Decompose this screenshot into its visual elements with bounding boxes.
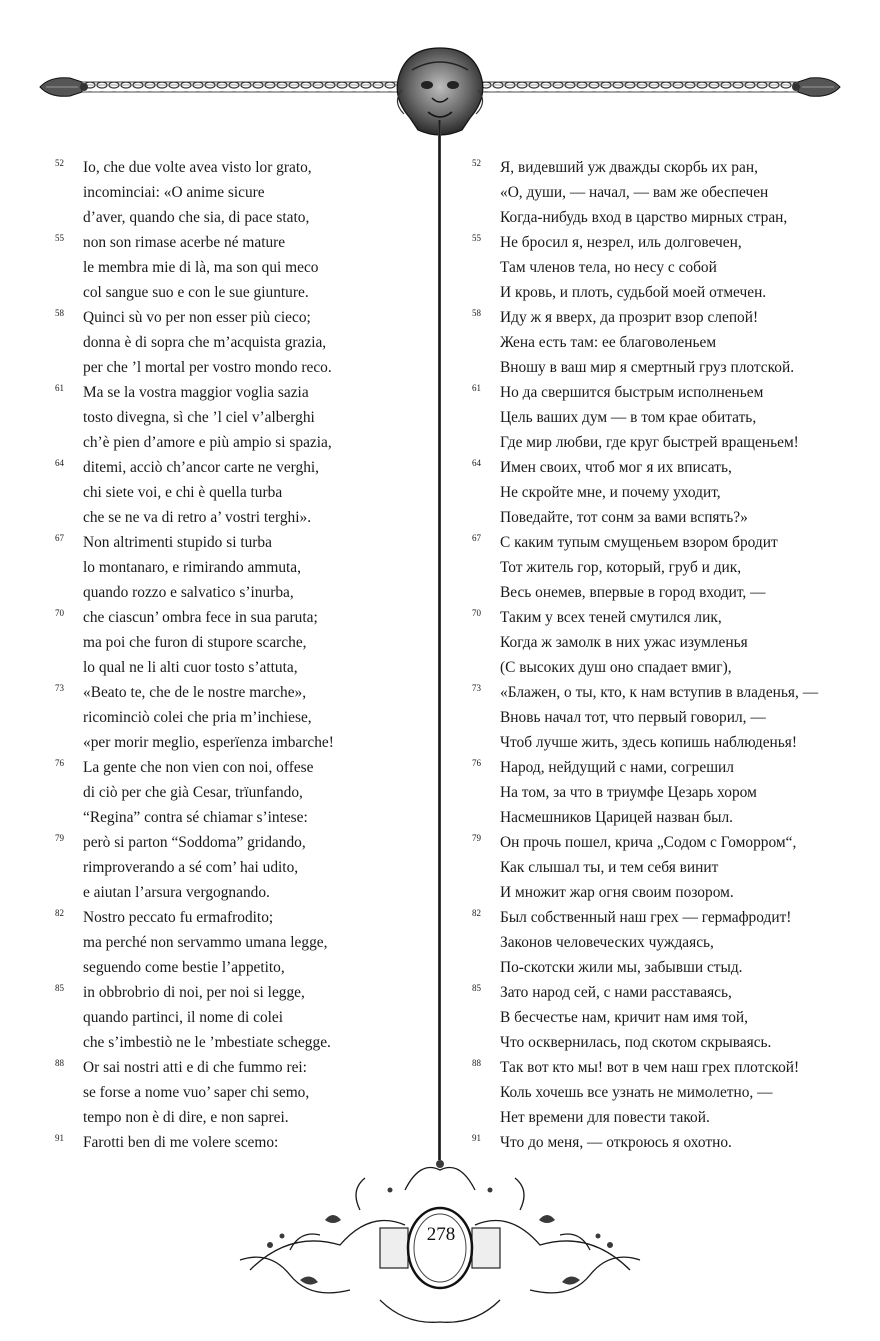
verse-line xyxy=(472,330,867,355)
verse-text: Не скройте мне, и почему уходит, xyxy=(500,484,721,501)
verse-line xyxy=(472,555,867,580)
verse-number: 82 xyxy=(55,908,64,918)
verse-line xyxy=(55,680,425,705)
verse-text: La gente che non vien con noi, offese xyxy=(83,759,314,776)
verse-line xyxy=(55,1005,425,1030)
verse-text: Так вот кто мы! вот в чем наш грех плотской! xyxy=(500,1059,800,1076)
verse-line xyxy=(55,980,425,1005)
verse-line xyxy=(55,730,425,755)
verse-text: non son rimase acerbe né mature xyxy=(83,234,286,251)
verse-text: Нет времени для повести такой. xyxy=(500,1109,710,1126)
verse-number: 88 xyxy=(472,1058,481,1068)
verse-number: 61 xyxy=(472,383,481,393)
verse-line xyxy=(55,1055,425,1080)
verse-text: Весь онемев, впервые в город входит, — xyxy=(500,584,766,601)
verse-line xyxy=(472,830,867,855)
verse-text: В бесчестье нам, кричит нам имя той, xyxy=(500,1009,749,1026)
tercet xyxy=(472,455,867,530)
verse-line xyxy=(55,580,425,605)
verse-line xyxy=(472,1030,867,1055)
verse-line xyxy=(55,805,425,830)
verse-line xyxy=(472,605,867,630)
verse-text: Вновь начал тот, что первый говорил, — xyxy=(500,709,766,726)
tercet xyxy=(55,755,425,830)
page-number: 278 xyxy=(426,1224,456,1245)
verse-number: 70 xyxy=(55,608,64,618)
verse-text: lo qual ne li alti cuor tosto s’attuta, xyxy=(83,659,298,676)
tercet xyxy=(472,305,867,380)
verse-text: ma poi che furon di stupore scarche, xyxy=(83,634,307,651)
tercet xyxy=(55,830,425,905)
verse-text: le membra mie di là, ma son qui meco xyxy=(83,259,319,276)
tercet xyxy=(55,305,425,380)
verse-text: Жена есть там: ее благоволеньем xyxy=(500,334,717,351)
russian-column xyxy=(472,155,867,1155)
verse-number: 58 xyxy=(55,308,64,318)
verse-text: chi siete voi, e chi è quella turba xyxy=(83,484,283,501)
verse-number: 76 xyxy=(472,758,481,768)
verse-line xyxy=(55,255,425,280)
verse-line xyxy=(55,905,425,930)
verse-text: «per morir meglio, esperïenza imbarche! xyxy=(83,734,334,751)
verse-line xyxy=(472,530,867,555)
verse-text: «Beato te, che de le nostre marche», xyxy=(83,684,307,701)
tercet xyxy=(55,905,425,980)
verse-line xyxy=(472,430,867,455)
verse-line xyxy=(472,505,867,530)
verse-text: Farotti ben di me volere scemo: xyxy=(83,1134,279,1151)
verse-line xyxy=(55,155,425,180)
tercet xyxy=(55,380,425,455)
verse-line xyxy=(55,955,425,980)
verse-number: 79 xyxy=(472,833,481,843)
verse-text: ricominciò colei che pria m’inchiese, xyxy=(83,709,312,726)
verse-number: 61 xyxy=(55,383,64,393)
verse-line xyxy=(472,180,867,205)
verse-line xyxy=(472,1080,867,1105)
verse-text: «О, души, — начал, — вам же обеспечен xyxy=(500,184,769,201)
verse-line xyxy=(472,380,867,405)
tercet xyxy=(55,980,425,1055)
verse-line xyxy=(55,630,425,655)
verse-line xyxy=(55,480,425,505)
verse-text: Где мир любви, где круг быстрей вращеньем! xyxy=(500,434,799,451)
verse-line xyxy=(55,705,425,730)
verse-text: Quinci sù vo per non esser più cieco; xyxy=(83,309,311,326)
verse-line xyxy=(55,605,425,630)
verse-line xyxy=(55,655,425,680)
verse-text: tosto divegna, sì che ’l ciel v’alberghi xyxy=(83,409,315,426)
center-divider xyxy=(438,120,441,1160)
verse-number: 73 xyxy=(472,683,481,693)
verse-text: Or sai nostri atti e di che fummo rei: xyxy=(83,1059,307,1076)
verse-number: 58 xyxy=(472,308,481,318)
verse-number: 82 xyxy=(472,908,481,918)
verse-text: Цель ваших дум — в том крае обитать, xyxy=(500,409,757,426)
verse-text: Насмешников Царицей назван был. xyxy=(500,809,734,826)
verse-line xyxy=(55,855,425,880)
verse-text: Я, видевший уж дважды скорбь их ран, xyxy=(500,159,758,176)
verse-text: И множит жар огня своим позором. xyxy=(500,884,734,901)
verse-line xyxy=(472,755,867,780)
verse-number: 52 xyxy=(472,158,481,168)
verse-text: quando partinci, il nome di colei xyxy=(83,1009,284,1026)
verse-line xyxy=(472,480,867,505)
verse-number: 52 xyxy=(55,158,64,168)
verse-line xyxy=(472,305,867,330)
verse-line xyxy=(472,455,867,480)
verse-line xyxy=(472,155,867,180)
verse-line xyxy=(55,305,425,330)
tercet xyxy=(472,680,867,755)
verse-line xyxy=(55,330,425,355)
verse-line xyxy=(55,505,425,530)
verse-line xyxy=(472,855,867,880)
verse-number: 88 xyxy=(55,1058,64,1068)
verse-line xyxy=(472,730,867,755)
verse-number: 55 xyxy=(472,233,481,243)
tercet xyxy=(472,380,867,455)
verse-text: Ma se la vostra maggior voglia sazia xyxy=(83,384,309,401)
verse-number: 55 xyxy=(55,233,64,243)
verse-text: Там членов тела, но несу с собой xyxy=(500,259,717,276)
verse-text: Чтоб лучше жить, здесь копишь наблюденья! xyxy=(500,734,798,751)
verse-text: di ciò per che già Cesar, trïunfando, xyxy=(83,784,303,801)
verse-line xyxy=(55,930,425,955)
verse-text: С каким тупым смущеньем взором бродит xyxy=(500,534,778,551)
verse-line xyxy=(55,880,425,905)
verse-number: 67 xyxy=(55,533,64,543)
verse-number: 91 xyxy=(472,1133,481,1143)
verse-text: Народ, нейдущий с нами, согрешил xyxy=(500,759,734,776)
verse-text: col sangue suo e con le sue giunture. xyxy=(83,284,309,301)
verse-line xyxy=(472,705,867,730)
verse-text: però si parton “Soddoma” gridando, xyxy=(83,834,306,851)
verse-line xyxy=(55,380,425,405)
verse-text: Тот житель гор, который, груб и дик, xyxy=(500,559,742,576)
tercet xyxy=(472,830,867,905)
verse-line xyxy=(55,555,425,580)
verse-line xyxy=(472,630,867,655)
verse-text: che ciascun’ ombra fece in sua paruta; xyxy=(83,609,318,626)
verse-text: incominciai: «O anime sicure xyxy=(83,184,265,201)
verse-line xyxy=(472,230,867,255)
verse-text: Io, che due volte avea visto lor grato, xyxy=(83,159,312,176)
tercet xyxy=(472,155,867,230)
tercet xyxy=(472,755,867,830)
verse-line xyxy=(472,405,867,430)
tercet xyxy=(55,155,425,230)
verse-line xyxy=(55,280,425,305)
right-finial-icon xyxy=(792,78,840,97)
verse-line xyxy=(55,755,425,780)
verse-number: 85 xyxy=(55,983,64,993)
verse-line xyxy=(55,430,425,455)
verse-line xyxy=(55,180,425,205)
verse-text: “Regina” contra sé chiamar s’intese: xyxy=(83,809,308,826)
verse-line xyxy=(55,230,425,255)
verse-line xyxy=(472,1105,867,1130)
verse-line xyxy=(55,405,425,430)
tercet xyxy=(472,605,867,680)
verse-text: donna è di sopra che m’acquista grazia, xyxy=(83,334,327,351)
verse-text: Иду ж я вверх, да прозрит взор слепой! xyxy=(500,309,759,326)
verse-line xyxy=(55,1030,425,1055)
verse-number: 64 xyxy=(472,458,481,468)
left-finial-icon xyxy=(40,78,88,97)
verse-text: Зато народ сей, с нами расставаясь, xyxy=(500,984,732,1001)
verse-text: ditemi, acciò ch’ancor carte ne verghi, xyxy=(83,459,320,476)
verse-line xyxy=(472,1055,867,1080)
verse-line xyxy=(55,205,425,230)
verse-text: И кровь, и плоть, судьбой моей отмечен. xyxy=(500,284,767,301)
verse-text: in obbrobrio di noi, per noi si legge, xyxy=(83,984,305,1001)
verse-text: Что до меня, — откроюсь я охотно. xyxy=(500,1134,732,1151)
verse-number: 85 xyxy=(472,983,481,993)
verse-text: Был собственный наш грех — гермафродит! xyxy=(500,909,792,926)
verse-text: Имен своих, чтоб мог я их вписать, xyxy=(500,459,732,476)
verse-number: 79 xyxy=(55,833,64,843)
verse-line xyxy=(472,805,867,830)
italian-column xyxy=(55,155,425,1155)
verse-line xyxy=(472,355,867,380)
verse-text: Вношу в ваш мир я смертный груз плотской. xyxy=(500,359,795,376)
verse-text: «Блажен, о ты, кто, к нам вступив в владенья, — xyxy=(500,684,819,701)
verse-text: e aiutan l’arsura vergognando. xyxy=(83,884,270,901)
verse-text: Когда ж замолк в них ужас изумленья xyxy=(500,634,748,651)
tercet xyxy=(472,905,867,980)
verse-number: 64 xyxy=(55,458,64,468)
verse-line xyxy=(472,680,867,705)
verse-line xyxy=(472,1005,867,1030)
verse-text: che se ne va di retro a’ vostri terghi». xyxy=(83,509,312,526)
tercet xyxy=(55,1055,425,1130)
verse-line xyxy=(55,780,425,805)
tercet xyxy=(55,455,425,530)
verse-line xyxy=(472,780,867,805)
verse-text: Он прочь пошел, крича „Содом с Гоморром“, xyxy=(500,834,797,851)
verse-number: 91 xyxy=(55,1133,64,1143)
verse-number: 76 xyxy=(55,758,64,768)
verse-line xyxy=(472,955,867,980)
verse-line xyxy=(472,980,867,1005)
verse-text: d’aver, quando che sia, di pace stato, xyxy=(83,209,310,226)
verse-line xyxy=(55,355,425,380)
verse-text: seguendo come bestie l’appetito, xyxy=(83,959,285,976)
verse-line xyxy=(55,455,425,480)
verse-text: На том, за что в триумфе Цезарь хором xyxy=(500,784,757,801)
verse-text: Что осквернилась, под скотом скрываясь. xyxy=(500,1034,772,1051)
verse-line xyxy=(472,580,867,605)
verse-number: 70 xyxy=(472,608,481,618)
verse-text: Не бросил я, незрел, иль долговечен, xyxy=(500,234,742,251)
tercet xyxy=(472,980,867,1055)
verse-line xyxy=(55,530,425,555)
verse-text: Как слышал ты, и тем себя винит xyxy=(500,859,719,876)
verse-text: Коль хочешь все узнать не мимолетно, — xyxy=(500,1084,773,1101)
verse-line xyxy=(55,830,425,855)
verse-text: Nostro peccato fu ermafrodito; xyxy=(83,909,274,926)
verse-text: По-скотски жили мы, забывши стыд. xyxy=(500,959,743,976)
tercet xyxy=(55,230,425,305)
verse-text: lo montanaro, e rimirando ammuta, xyxy=(83,559,301,576)
verse-number: 67 xyxy=(472,533,481,543)
verse-line xyxy=(472,880,867,905)
verse-text: quando rozzo e salvatico s’inurba, xyxy=(83,584,294,601)
verse-text: Таким у всех теней смутился лик, xyxy=(500,609,722,626)
verse-line xyxy=(55,1105,425,1130)
verse-line xyxy=(472,280,867,305)
verse-text: per che ’l mortal per vostro mondo reco. xyxy=(83,359,332,376)
verse-number: 73 xyxy=(55,683,64,693)
tercet xyxy=(55,530,425,605)
verse-text: Но да свершится быстрым исполненьем xyxy=(500,384,764,401)
verse-text: Законов человеческих чуждаясь, xyxy=(500,934,714,951)
tercet xyxy=(55,605,425,680)
verse-text: Когда-нибудь вход в царство мирных стран, xyxy=(500,209,788,226)
verse-text: (С высоких душ оно спадает вмиг), xyxy=(500,659,732,676)
tercet xyxy=(55,680,425,755)
verse-text: rimproverando a sé com’ hai udito, xyxy=(83,859,299,876)
verse-text: ma perché non servammo umana legge, xyxy=(83,934,328,951)
verse-line xyxy=(472,905,867,930)
verse-text: se forse a nome vuo’ saper chi semo, xyxy=(83,1084,310,1101)
tercet xyxy=(472,530,867,605)
verse-text: Non altrimenti stupido si turba xyxy=(83,534,272,551)
verse-text: che s’imbestiò ne le ’mbestiate schegge. xyxy=(83,1034,331,1051)
verse-line xyxy=(472,930,867,955)
verse-text: Поведайте, тот сонм за вами вспять?» xyxy=(500,509,748,526)
verse-text: tempo non è di dire, e non saprei. xyxy=(83,1109,289,1126)
verse-line xyxy=(472,655,867,680)
verse-line xyxy=(472,255,867,280)
tercet xyxy=(472,230,867,305)
tercet xyxy=(472,1055,867,1130)
verse-text: ch’è pien d’amore e più ampio si spazia, xyxy=(83,434,332,451)
verse-line xyxy=(472,205,867,230)
verse-line xyxy=(55,1080,425,1105)
